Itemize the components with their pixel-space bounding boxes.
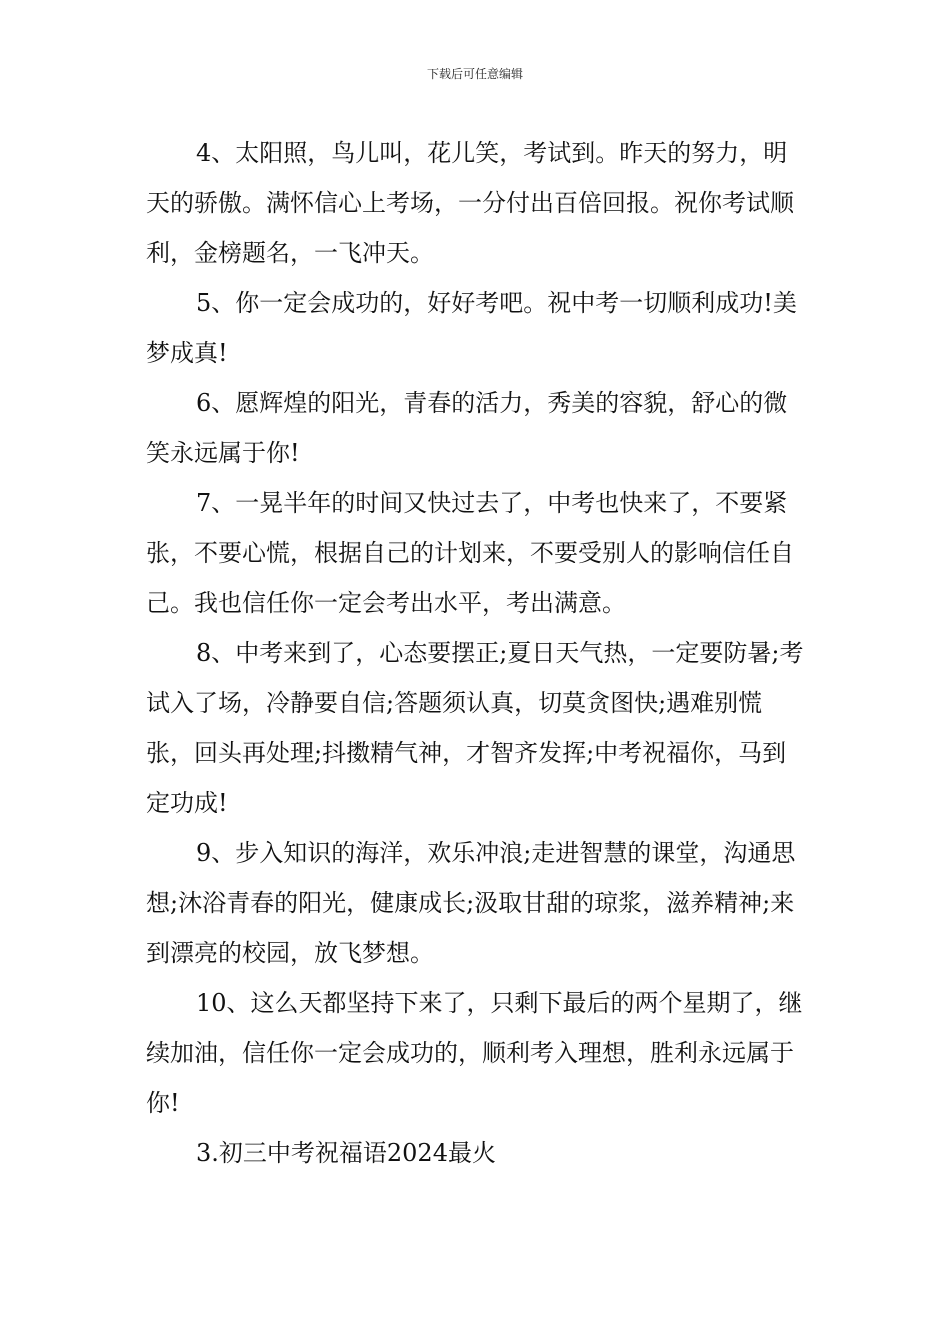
paragraph-7: 7、一晃半年的时间又快过去了，中考也快来了，不要紧张，不要心慌，根据自己的计划来，不要受别人的影响信任自己。我也信任你一定会考出水平，考出满意。 xyxy=(146,489,794,617)
paragraph-5: 5、你一定会成功的，好好考吧。祝中考一切顺利成功!美梦成真! xyxy=(146,289,797,367)
paragraph-10: 10、这么天都坚持下来了，只剩下最后的两个星期了，继续加油，信任你一定会成功的，顺利考入理想，胜利永远属于你! xyxy=(146,989,803,1117)
paragraph-4: 4、太阳照，鸟儿叫，花儿笑，考试到。昨天的努力，明天的骄傲。满怀信心上考场，一分付出百倍回报。祝你考试顺利，金榜题名，一飞冲天。 xyxy=(146,139,794,267)
document-body xyxy=(146,128,808,1178)
section-heading: 3.初三中考祝福语2024最火 xyxy=(196,1139,496,1167)
paragraph-8: 8、中考来到了，心态要摆正;夏日天气热，一定要防暑;考试入了场，冷静要自信;答题须认真，切莫贪图快;遇难别慌张，回头再处理;抖擞精气神，才智齐发挥;中考祝福你，马到定功成! xyxy=(146,639,804,817)
header-note: 下载后可任意编辑 xyxy=(426,67,523,81)
paragraph-9: 9、步入知识的海洋，欢乐冲浪;走进智慧的课堂，沟通思想;沐浴青春的阳光，健康成长;汲取甘甜的琼浆，滋养精神;来到漂亮的校园，放飞梦想。 xyxy=(146,839,796,967)
paragraph-6: 6、愿辉煌的阳光，青春的活力，秀美的容貌，舒心的微笑永远属于你! xyxy=(146,389,788,467)
